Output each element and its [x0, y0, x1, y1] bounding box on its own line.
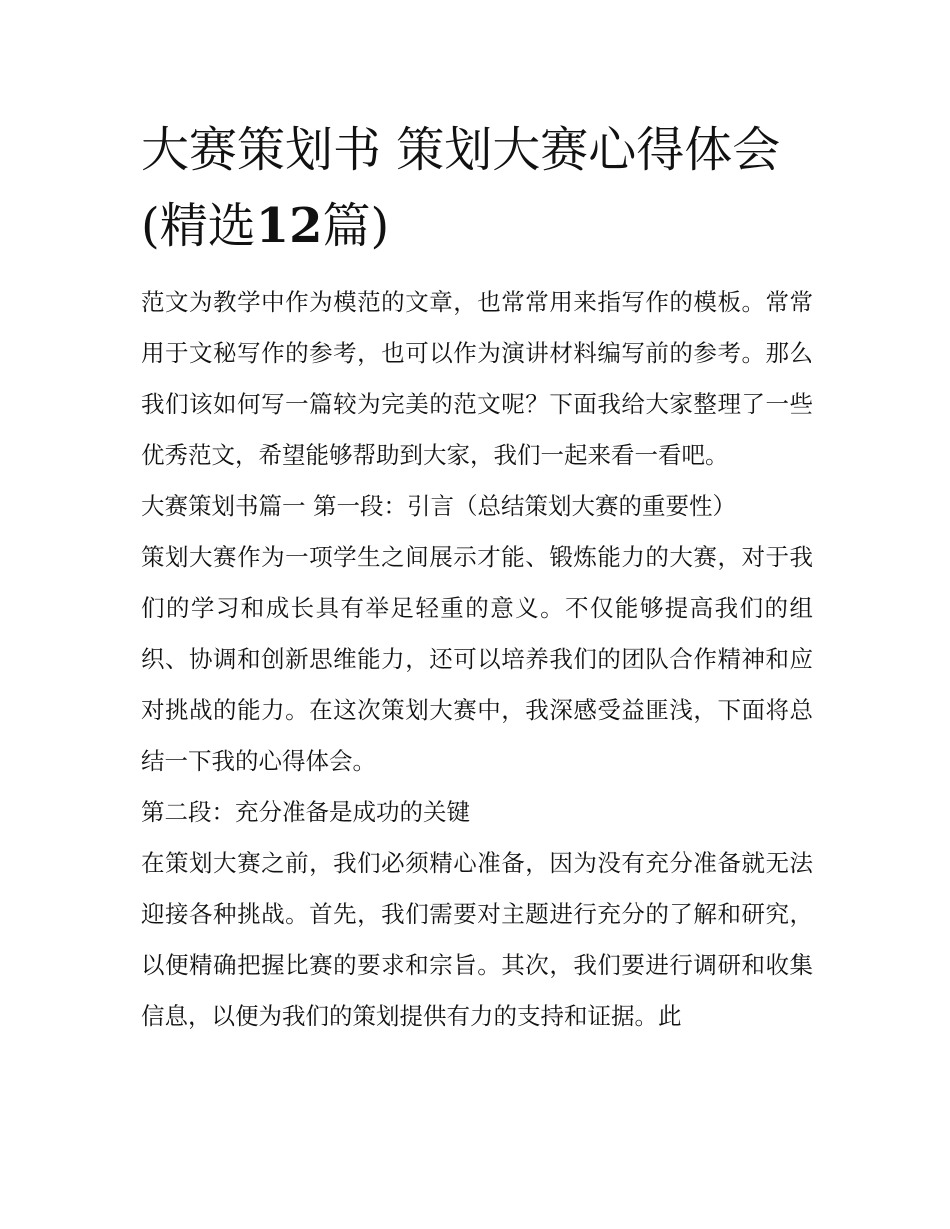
section2-heading: 第二段：充分准备是成功的关键 [141, 798, 470, 826]
document-title [141, 112, 813, 264]
document-page [141, 112, 813, 1042]
intro-paragraph: 范文为教学中作为模范的文章，也常常用来指写作的模板。常常用于文秘写作的参考，也可以作为演讲材料编写前的参考。那么我们该如何写一篇较为完美的范文呢？下面我给大家整理了一些优秀范文，希望能够帮助到大家，我们一起来看一看吧。 [141, 288, 813, 469]
section1-heading: 大赛策划书篇一 第一段：引言（总结策划大赛的重要性） [141, 492, 736, 520]
title-number: 12 [255, 198, 323, 254]
title-text: 大赛策划书 策划大赛心得体会(精选 [141, 122, 781, 254]
section2-paragraph: 在策划大赛之前，我们必须精心准备，因为没有充分准备就无法迎接各种挑战。首先，我们需要对主题进行充分的了解和研究，以便精确把握比赛的要求和宗旨。其次，我们要进行调研和收集信息，以便为我们的策划提供有力的支持和证据。此 [141, 849, 813, 1030]
title-suffix: 篇) [322, 198, 390, 254]
section1-paragraph: 策划大赛作为一项学生之间展示才能、锻炼能力的大赛，对于我们的学习和成长具有举足轻重的意义。不仅能够提高我们的组织、协调和创新思维能力，还可以培养我们的团队合作精神和应对挑战的能力。在这次策划大赛中，我深感受益匪浅，下面将总结一下我的心得体会。 [141, 543, 813, 775]
